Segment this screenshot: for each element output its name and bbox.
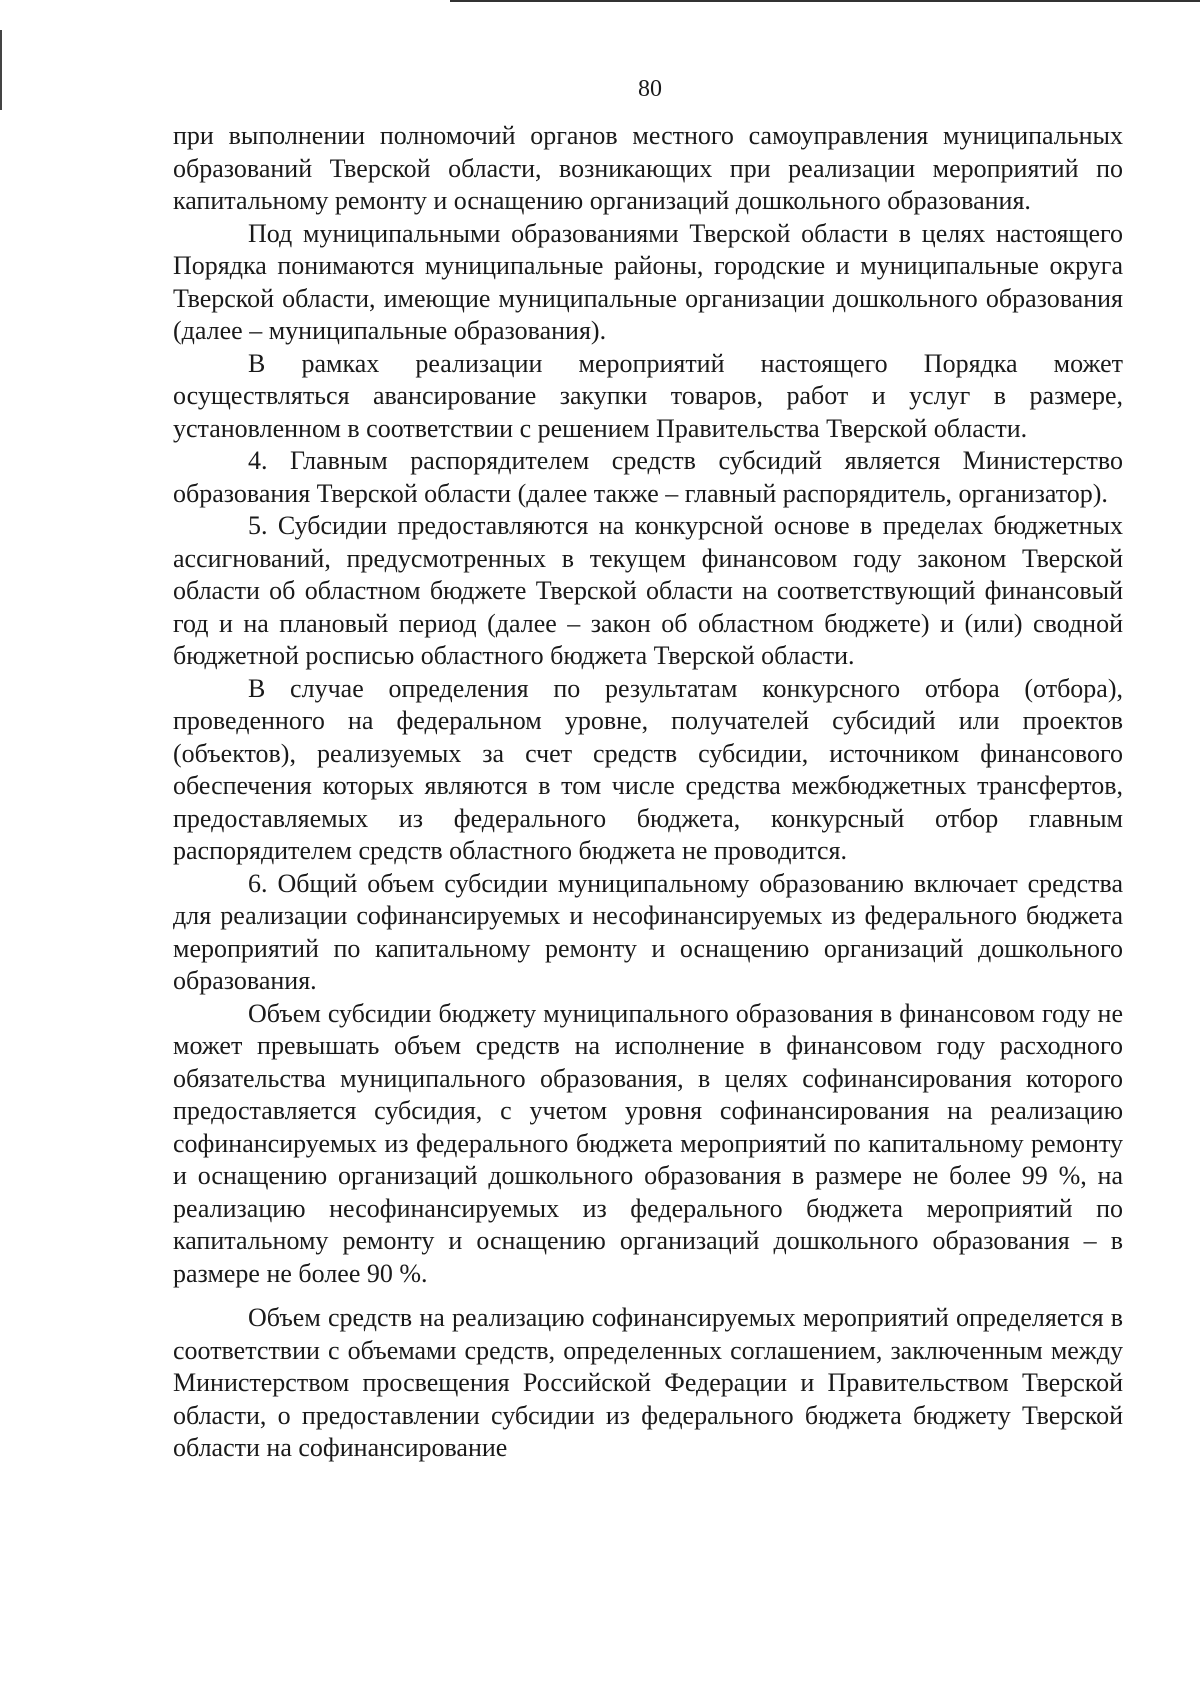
paragraph: при выполнении полномочий органов местного самоуправления муниципальных образований Тверской области, возникающих при реализации мероприятий по капитальному ремонту и оснащению организаций дошкольного образования. [173, 121, 1123, 215]
paragraph: 6. Общий объем субсидии муниципальному образованию включает средства для реализации софинансируемых и несофинансируемых из федерального бюджета мероприятий по капитальному ремонту и оснащению организаций дошкольного образования. [173, 868, 1123, 995]
paragraph: Объем средств на реализацию софинансируемых мероприятий определяется в соответствии с объемами средств, определенных соглашением, заключенным между Министерством просвещения Российской Федерации и Правительством Тверской области, о предоставлении субсидии из федерального бюджета бюджету Тверской области на софинансирование [173, 1303, 1123, 1462]
page-number: 80 [638, 76, 662, 102]
paragraph: Под муниципальными образованиями Тверской области в целях настоящего Порядка понимаются муниципальные районы, городские и муниципальные округа Тверской области, имеющие муниципальные организации дошкольного образования (далее – муниципальные образования). [173, 218, 1123, 345]
paragraph: В рамках реализации мероприятий настоящего Порядка может осуществляться авансирование закупки товаров, работ и услуг в размере, установленном в соответствии с решением Правительства Тверской области. [173, 348, 1123, 443]
paragraph: В случае определения по результатам конкурсного отбора (отбора), проведенного на федеральном уровне, получателей субсидий или проектов (объектов), реализуемых за счет средств субсидии, источником финансового обеспечения которых являются в том числе средства межбюджетных трансфертов, предоставляемых из федерального бюджета, конкурсный отбор главным распорядителем средств областного бюджета не проводится. [173, 673, 1123, 865]
paragraph: 4. Главным распорядителем средств субсидий является Министерство образования Тверской области (далее также – главный распорядитель, организатор). [173, 446, 1123, 508]
paragraph: Объем субсидии бюджету муниципального образования в финансовом году не может превышать объем средств на исполнение в финансовом году расходного обязательства муниципального образования, в целях софинансирования которого предоставляется субсидия, с учетом уровня софинансирования на реализацию софинансируемых из федерального бюджета мероприятий по капитальному ремонту и оснащению организаций дошкольного образования в размере не более 99 %, на реализацию несофинансируемых из федерального бюджета мероприятий по капитальному ремонту и оснащению организаций дошкольного образования – в размере не более 90 %. [173, 998, 1123, 1288]
document-body [173, 120, 1123, 1465]
scan-edge-top [450, 0, 1200, 2]
paragraph: 5. Субсидии предоставляются на конкурсной основе в пределах бюджетных ассигнований, предусмотренных в текущем финансовом году законом Тверской области об областном бюджете Тверской области на соответствующий финансовый год и на плановый период (далее – закон об областном бюджете) и (или) сводной бюджетной росписью областного бюджета Тверской области. [173, 511, 1123, 670]
